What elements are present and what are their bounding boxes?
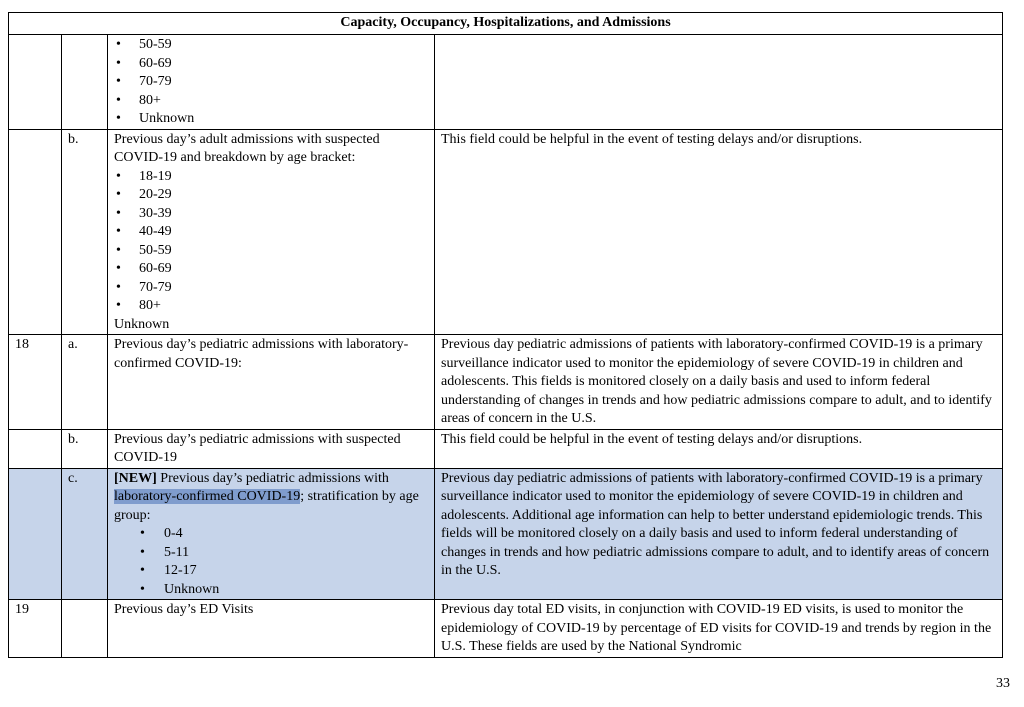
note-cell: Previous day pediatric admissions of patients with laboratory-confirmed COVID-19 is a primary surveillance indicator used to monitor the epidemiology of severe COVID-19 in children and adolescents. Additional age information can help to better understand epidemiologic trends. This fields will be monitored closely on a daily basis and used to inform federal understanding of changes in trends and how pediatric admissions compare to adult, and to identify areas of concern in the U.S. [435, 468, 1003, 600]
field-text [114, 470, 428, 526]
row-number-cell [9, 468, 62, 600]
note-cell [435, 35, 1003, 130]
table-row [9, 600, 1003, 658]
page-number: 33 [996, 676, 1010, 691]
highlighted-table-row [9, 468, 1003, 600]
field-text-post: ; stratification by age group: [114, 489, 419, 523]
list-item: • 50-59 [114, 36, 428, 55]
list-item: • 60-69 [114, 55, 428, 74]
row-sub-cell [62, 35, 108, 130]
field-cell [108, 468, 435, 600]
list-item: • 70-79 [114, 279, 428, 298]
row-sub-cell: b. [62, 429, 108, 468]
list-item: • 80+ [114, 297, 428, 316]
table-row [9, 35, 1003, 130]
table-title: Capacity, Occupancy, Hospitalizations, and Admissions [9, 13, 1003, 35]
age-bracket-list [114, 168, 428, 316]
row-sub-cell: a. [62, 335, 108, 430]
list-item: • 20-29 [114, 186, 428, 205]
note-cell: Previous day pediatric admissions of patients with laboratory-confirmed COVID-19 is a primary surveillance indicator used to monitor the epidemiology of severe COVID-19 in children and adolescents. This fields is monitored closely on a daily basis and used to inform federal understanding of changes in trends and how pediatric admissions compare to adult, and to identify areas of concern in the U.S. [435, 335, 1003, 430]
row-number-cell [9, 429, 62, 468]
list-item: • 70-79 [114, 73, 428, 92]
list-item: • 30-39 [114, 205, 428, 224]
table-row [9, 429, 1003, 468]
row-number-cell: 19 [9, 600, 62, 658]
note-cell: This field could be helpful in the event of testing delays and/or disruptions. [435, 129, 1003, 335]
note-cell: This field could be helpful in the event of testing delays and/or disruptions. [435, 429, 1003, 468]
note-cell: Previous day total ED visits, in conjunction with COVID-19 ED visits, is used to monitor the epidemiology of COVID-19 by percentage of ED visits for COVID-19 and trends by region in the U.S. These fields are used by the National Syndromic [435, 600, 1003, 658]
data-elements-table [8, 12, 1003, 658]
field-cell: Previous day’s ED Visits [108, 600, 435, 658]
field-cell: Previous day’s pediatric admissions with laboratory-confirmed COVID-19: [108, 335, 435, 430]
field-text: Previous day’s adult admissions with suspected COVID-19 and breakdown by age bracket: [114, 131, 380, 165]
row-number-cell [9, 129, 62, 335]
list-item: • Unknown [114, 581, 428, 600]
list-item: • Unknown [114, 110, 428, 129]
table-header-row [9, 13, 1003, 35]
field-text-pre: Previous day’s pediatric admissions with [156, 470, 389, 486]
table-row [9, 129, 1003, 335]
list-item: • 60-69 [114, 260, 428, 279]
trailing-text: Unknown [114, 316, 170, 332]
list-item: • 50-59 [114, 242, 428, 261]
age-group-list [114, 525, 428, 599]
row-number-cell: 18 [9, 335, 62, 430]
list-item: • 0-4 [114, 525, 428, 544]
list-item: • 5-11 [114, 544, 428, 563]
row-sub-cell [62, 600, 108, 658]
new-tag: [NEW] [114, 470, 157, 486]
field-cell [108, 129, 435, 335]
age-bracket-list [114, 36, 428, 129]
list-item: • 80+ [114, 92, 428, 111]
list-item: • 12-17 [114, 562, 428, 581]
list-item: • 18-19 [114, 168, 428, 187]
field-cell: Previous day’s pediatric admissions with suspected COVID-19 [108, 429, 435, 468]
list-item: • 40-49 [114, 223, 428, 242]
table-row [9, 335, 1003, 430]
highlighted-text: laboratory-confirmed COVID-19 [114, 489, 301, 504]
row-sub-cell: b. [62, 129, 108, 335]
field-cell [108, 35, 435, 130]
row-sub-cell: c. [62, 468, 108, 600]
row-number-cell [9, 35, 62, 130]
